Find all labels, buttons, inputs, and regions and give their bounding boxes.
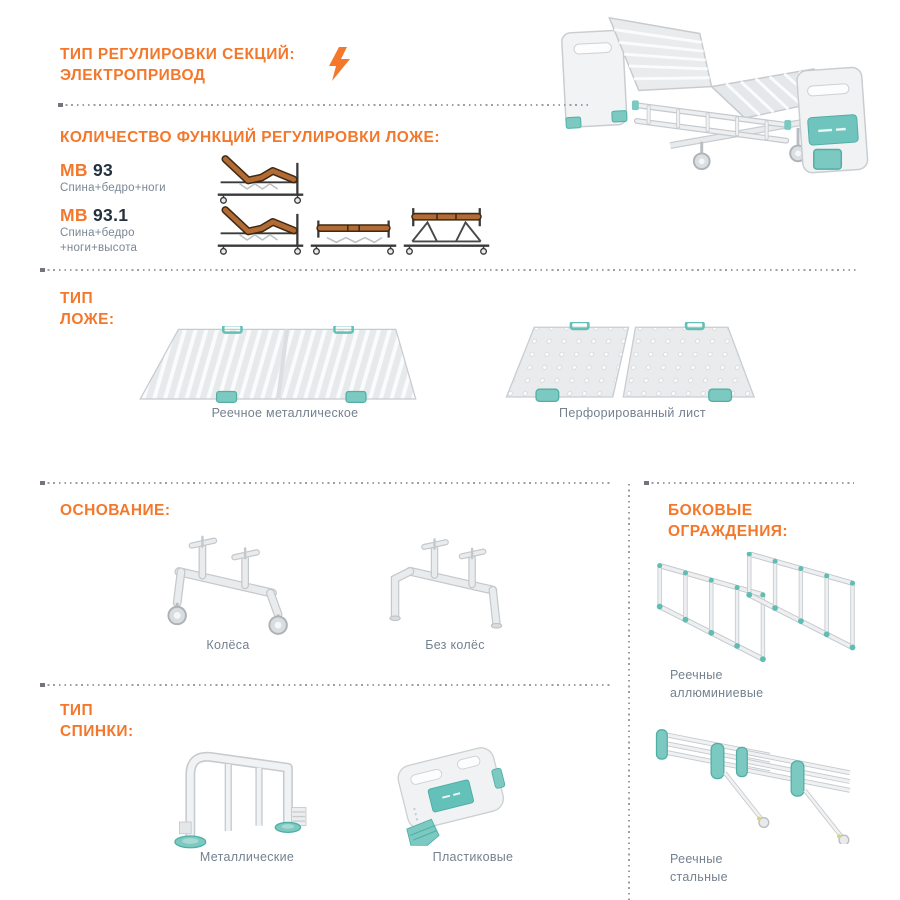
title-line: ТИП [60, 290, 94, 307]
title-line: ТИП РЕГУЛИРОВКИ СЕКЦИЙ: [60, 46, 295, 63]
model-subtitle [60, 181, 166, 196]
caption-text: Реечное металлическое [211, 406, 359, 420]
model-name [60, 160, 166, 181]
subtitle-line: Спина+бедро+ноги [60, 182, 166, 194]
base-wheels-caption [158, 636, 298, 654]
section-title-side-rails [668, 500, 788, 543]
platform-slatted-caption [140, 404, 430, 422]
caption-text: Колёса [206, 638, 250, 652]
backrest-plastic-caption [393, 848, 553, 866]
caption-text: Металлические [199, 850, 295, 864]
side-rail-aluminum-caption [670, 666, 850, 702]
section-title-platform [60, 288, 115, 331]
model-row-mb93 [60, 160, 166, 196]
title-line: ОГРАЖДЕНИЯ: [668, 523, 788, 541]
caption-text: аллюминиевые [670, 686, 764, 701]
model-prefix: МВ [60, 160, 88, 180]
hospital-bed-render [552, 6, 877, 178]
backrest-metal-figure [148, 728, 323, 850]
title-line: ТИП [60, 702, 94, 719]
title-line: КОЛИЧЕСТВО ФУНКЦИЙ РЕГУЛИРОВКИ ЛОЖЕ: [60, 129, 440, 146]
divider [42, 684, 610, 686]
side-rail-steel-caption [670, 850, 850, 886]
caption-text: Без колёс [425, 638, 485, 652]
section-title-base [60, 500, 170, 521]
model-name [60, 205, 137, 226]
platform-perforated-caption [490, 404, 775, 422]
platform-perforated-figure [482, 322, 782, 404]
title-line: СПИНКИ: [60, 723, 134, 741]
divider [646, 482, 854, 484]
side-rail-aluminum-figure [650, 552, 868, 664]
divider [60, 104, 588, 106]
bed-position-pictogram-articulated [213, 152, 308, 206]
divider-vertical [628, 484, 630, 900]
base-without-wheels-figure [378, 530, 538, 638]
backrest-plastic-figure [378, 722, 518, 847]
base-no-wheels-caption [385, 636, 525, 654]
section-title-adjustment-type [60, 44, 295, 87]
backrest-metal-caption [167, 848, 327, 866]
model-number: 93.1 [93, 205, 129, 225]
title-line: ОСНОВАНИЕ: [60, 502, 171, 519]
section-title-backrest [60, 700, 134, 743]
side-rail-steel-figure [648, 722, 868, 844]
bed-position-pictogram-articulated [213, 203, 308, 257]
caption-text: Перфорированный лист [559, 406, 706, 420]
caption-text: Реечные [670, 668, 723, 682]
model-prefix: МВ [60, 205, 88, 225]
bed-position-pictogram-flat-low [306, 203, 401, 257]
divider [42, 269, 858, 271]
base-with-wheels-figure [150, 525, 315, 637]
model-subtitle [60, 226, 137, 255]
subtitle-line: +ноги+высота [60, 241, 138, 254]
title-line: БОКОВЫЕ [668, 502, 753, 519]
section-title-functions [60, 127, 440, 148]
caption-text: Реечные [670, 852, 723, 866]
platform-slatted-metal-figure [108, 326, 448, 404]
subtitle-line: Спина+бедро [60, 227, 135, 239]
caption-text: стальные [670, 870, 728, 885]
model-row-mb93-1 [60, 205, 137, 255]
caption-text: Пластиковые [432, 850, 514, 864]
lightning-icon [327, 47, 353, 81]
title-line: ЭЛЕКТРОПРИВОД [60, 67, 206, 85]
title-line: ЛОЖЕ: [60, 311, 115, 329]
model-number: 93 [93, 160, 114, 180]
divider [42, 482, 610, 484]
bed-position-pictogram-flat-high [399, 203, 494, 257]
